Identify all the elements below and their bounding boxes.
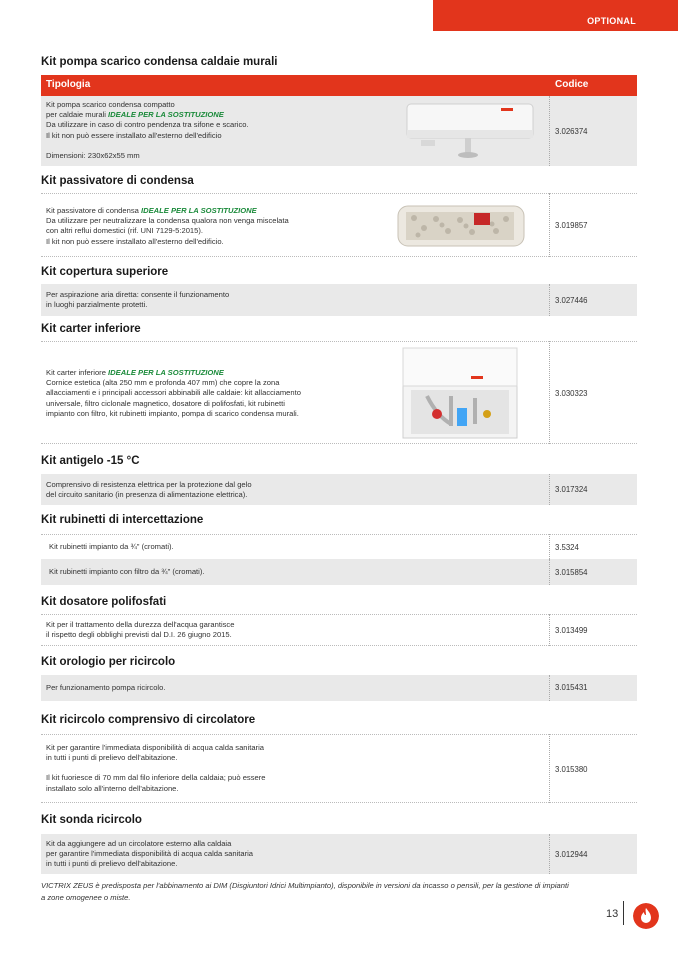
section-title-polifosfati: Kit dosatore polifosfati bbox=[41, 596, 167, 608]
row-description: Kit rubinetti impianto con filtro da ¾" (cromati). bbox=[49, 567, 205, 576]
table-row-carter bbox=[41, 341, 637, 444]
header-type-label: Tipologia bbox=[46, 79, 91, 90]
section-title-orologio: Kit orologio per ricircolo bbox=[41, 656, 176, 668]
table-row-rubinetti bbox=[41, 534, 637, 559]
product-code: 3.015854 bbox=[555, 568, 588, 577]
product-code: 3.013499 bbox=[555, 626, 588, 635]
optional-tab bbox=[433, 0, 678, 31]
section-title-ricircolo-circolatore: Kit ricircolo comprensivo di circolatore bbox=[41, 714, 256, 726]
header-code-label: Codice bbox=[555, 79, 589, 90]
product-code: 3.019857 bbox=[555, 221, 588, 230]
row-description: Kit passivatore di condensa IDEALE PER LA SOSTITUZIONE Da utilizzare per neutralizzare la condensa qualora non venga miscelata con altri reflui domestici (rif. UNI 7129-5:2015). Il kit non può essere installato all'esterno dell'edificio. bbox=[46, 206, 289, 246]
table-row-antigelo bbox=[41, 474, 637, 505]
table-row-passivatore bbox=[41, 193, 637, 257]
section-title-passivatore: Kit passivatore di condensa bbox=[41, 175, 194, 187]
optional-tab-label: OPTIONAL bbox=[587, 16, 636, 26]
page-number: 13 bbox=[606, 908, 619, 920]
product-code: 3.030323 bbox=[555, 389, 588, 398]
table-row-ricircolo bbox=[41, 734, 637, 803]
product-code: 3.017324 bbox=[555, 485, 588, 494]
page-divider bbox=[623, 901, 624, 925]
neutralizer-image bbox=[396, 204, 526, 248]
section-title-carter: Kit carter inferiore bbox=[41, 323, 141, 335]
table-row-orologio bbox=[41, 675, 637, 701]
footnote: VICTRIX ZEUS è predisposta per l'abbinamento ai DIM (Disgiuntori Idrici Multimpianto), disponibile in versioni da incasso o pensili, per la gestione di impianti a zone omogenee o miste. bbox=[41, 881, 569, 902]
product-code: 3.026374 bbox=[555, 127, 588, 136]
row-description: Kit carter inferiore IDEALE PER LA SOSTITUZIONE Cornice estetica (alta 250 mm e profonda 407 mm) che copre la zona allacciamenti e i principali accessori abbinabili alle caldaie: kit allacciamento universale, filtro ciclonale magnetico, dosatore di polifosfati, kit rubinetti impianto con filtro, kit rubinetti impianto, pompa di scarico condensa murali. bbox=[46, 368, 301, 418]
product-code: 3.027446 bbox=[555, 296, 588, 305]
row-description: Kit rubinetti impianto da ¾" (cromati). bbox=[49, 542, 174, 551]
product-code: 3.015380 bbox=[555, 765, 588, 774]
section-title-antigelo: Kit antigelo -15 °C bbox=[41, 455, 140, 467]
section-title-rubinetti: Kit rubinetti di intercettazione bbox=[41, 514, 204, 526]
row-description: Comprensivo di resistenza elettrica per la protezione dal gelo del circuito sanitario (in presenza di alimentazione elettrica). bbox=[46, 480, 252, 500]
table-row-sonda bbox=[41, 834, 637, 874]
row-description: Kit per garantire l'immediata disponibilità di acqua calda sanitaria in tutti i punti di prelievo dell'abitazione. Il kit fuoriesce di 70 mm dal filo inferiore della caldaia; può essere installato solo all'interno dell'abitazione. bbox=[46, 743, 266, 793]
table-row-polifosfati bbox=[41, 614, 637, 646]
flame-logo-icon bbox=[633, 903, 659, 929]
ideal-badge: IDEALE PER LA SOSTITUZIONE bbox=[108, 110, 224, 120]
table-row-pompa bbox=[41, 96, 637, 166]
product-code: 3.015431 bbox=[555, 683, 588, 692]
row-description: Kit per il trattamento della durezza dell'acqua garantisce il rispetto degli obblighi previsti dal D.I. 26 giugno 2015. bbox=[46, 620, 235, 640]
table-row-copertura bbox=[41, 284, 637, 316]
product-code: 3.5324 bbox=[555, 543, 579, 552]
row-description: Kit pompa scarico condensa compatto per caldaie murali IDEALE PER LA SOSTITUZIONE Da utilizzare in caso di contro pendenza tra sifone e scarico. Il kit non può essere installato all'esterno dell'edificio Dimensioni: 230x62x55 mm bbox=[46, 100, 249, 160]
product-code: 3.012944 bbox=[555, 850, 588, 859]
ideal-badge: IDEALE PER LA SOSTITUZIONE bbox=[108, 368, 224, 377]
condensate-pump-image bbox=[401, 100, 541, 162]
ideal-badge: IDEALE PER LA SOSTITUZIONE bbox=[140, 206, 257, 215]
row-description: Per funzionamento pompa ricircolo. bbox=[46, 683, 166, 692]
section-title-sonda: Kit sonda ricircolo bbox=[41, 814, 142, 826]
row-description: Per aspirazione aria diretta: consente il funzionamento in luoghi parzialmente protetti. bbox=[46, 290, 230, 310]
row-description: Kit da aggiungere ad un circolatore esterno alla caldaia per garantire l'immediata disponibilità di acqua calda sanitaria in tutti i punti di prelievo dell'abitazione. bbox=[46, 839, 254, 869]
boiler-carter-image bbox=[397, 346, 523, 440]
section-title-copertura: Kit copertura superiore bbox=[41, 266, 169, 278]
table-row-rubinetti-filtro bbox=[41, 559, 637, 585]
section-title-pompa: Kit pompa scarico condensa caldaie murali bbox=[41, 56, 278, 68]
table-header bbox=[41, 75, 637, 96]
